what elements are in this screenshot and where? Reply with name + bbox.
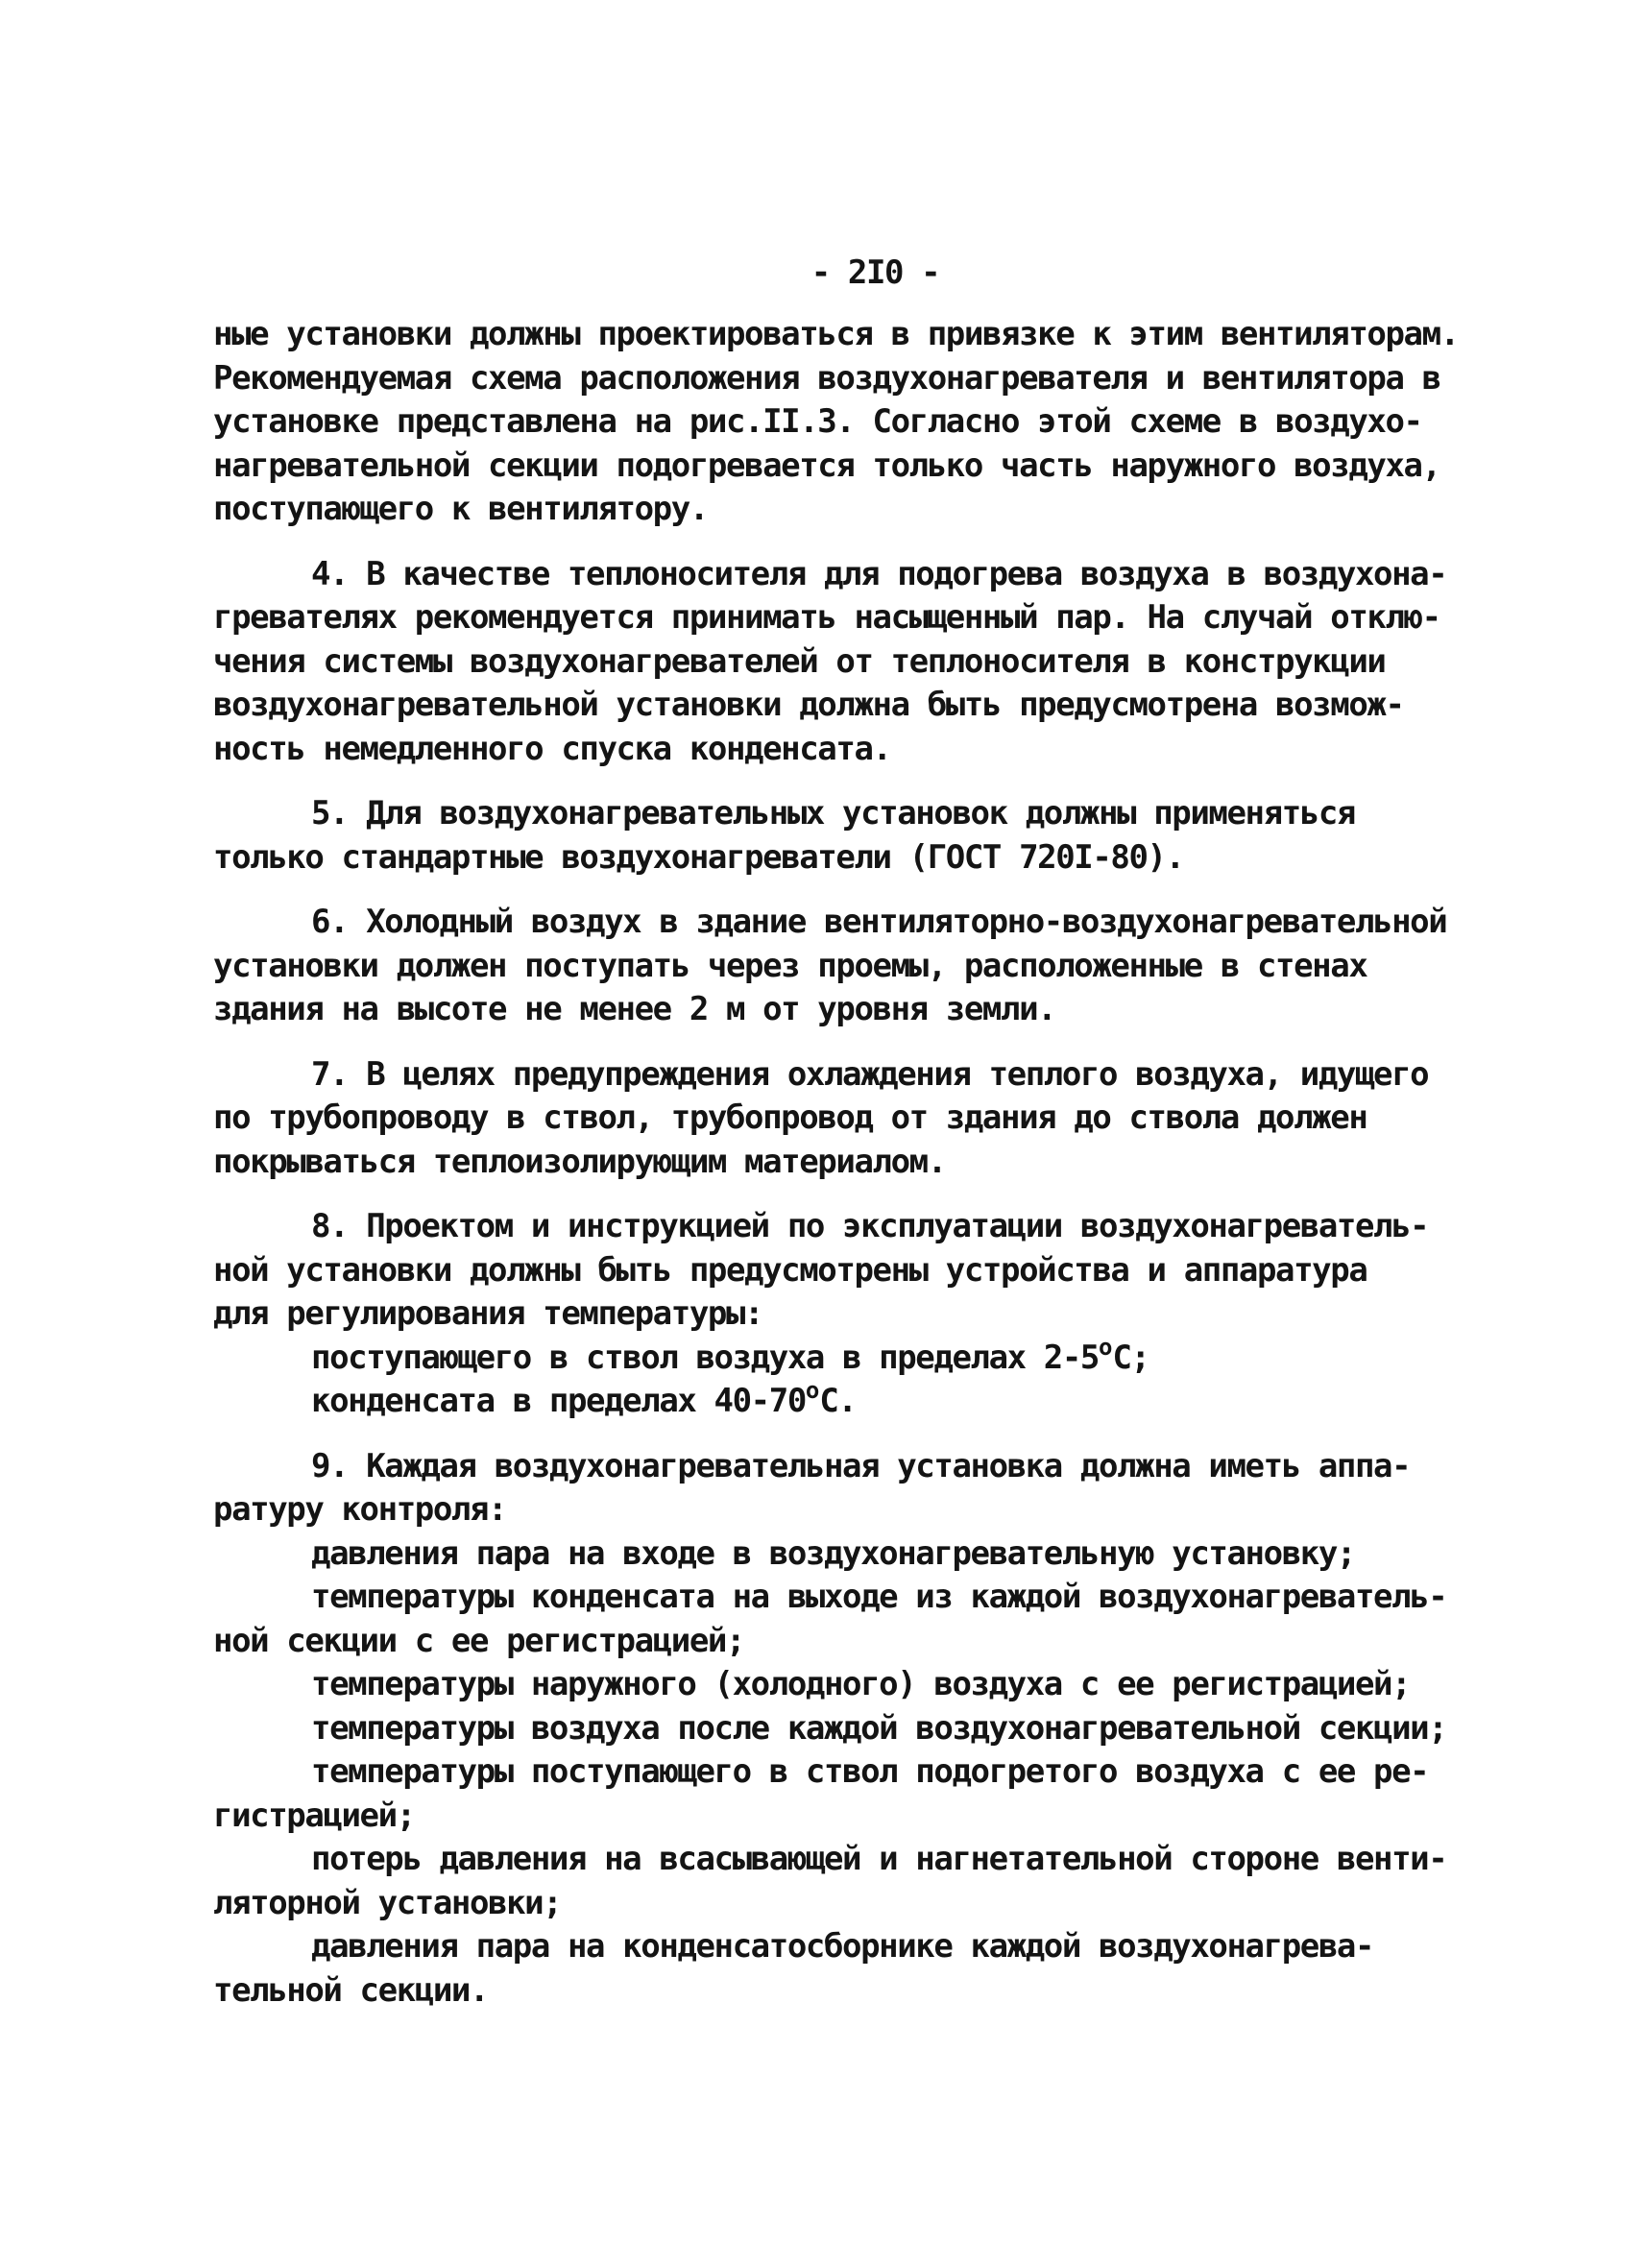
text-line: 7. В целях предупреждения охлаждения теплого воздуха, идущего	[311, 1054, 1429, 1094]
text-line: 9. Каждая воздухонагревательная установка должна иметь аппа-	[311, 1446, 1411, 1485]
text-line: нагревательной секции подогревается только часть наружного воздуха,	[213, 446, 1440, 485]
text-line: здания на высоте не менее 2 м от уровня земли.	[213, 990, 1056, 1028]
body-text	[213, 313, 1462, 2013]
text-line: температуры воздуха после каждой воздухонагревательной секции;	[311, 1708, 1447, 1748]
text-segment-tail: С.	[819, 1382, 857, 1420]
text-line: ной установки должны быть предусмотрены устройства и аппаратура	[213, 1250, 1367, 1290]
text-line: ной секции с ее регистрацией;	[213, 1621, 745, 1660]
text-line: 8. Проектом и инструкцией по эксплуатации воздухонагреватель-	[311, 1207, 1429, 1245]
text-line: 6. Холодный воздух в здание вентиляторно-воздухонагревательной	[311, 903, 1447, 941]
text-line: для регулирования температуры:	[213, 1294, 763, 1333]
text-line: гистрацией;	[213, 1796, 415, 1835]
text-line: температуры поступающего в ствол подогретого воздуха с ее ре-	[311, 1752, 1429, 1791]
text-segment: конденсата в пределах 40-70	[311, 1382, 806, 1420]
page-number: - 2I0 -	[810, 253, 940, 292]
text-line: воздухонагревательной установки должна быть предусмотрена возмож-	[213, 686, 1404, 724]
degree-superscript: о	[805, 1377, 820, 1404]
text-line: поступающего к вентилятору.	[213, 490, 708, 528]
text-line: гревателях рекомендуется принимать насыщенный пар. На случай отклю-	[213, 598, 1440, 637]
degree-superscript: о	[1099, 1333, 1113, 1361]
text-line: потерь давления на всасывающей и нагнетательной стороне венти-	[311, 1840, 1447, 1878]
text-line: 5. Для воздухонагревательных установок должны применяться	[311, 794, 1355, 832]
text-line: по трубопроводу в ствол, трубопровод от здания до ствола должен	[213, 1098, 1367, 1137]
text-line: Рекомендуемая схема расположения воздухонагревателя и вентилятора в	[213, 358, 1440, 398]
text-line: 4. В качестве теплоносителя для подогрева воздуха в воздухона-	[311, 554, 1447, 593]
text-line: чения системы воздухонагревателей от теплоносителя в конструкции	[213, 641, 1386, 681]
text-segment-tail: С;	[1112, 1338, 1149, 1377]
text-line: ность немедленного спуска конденсата.	[213, 729, 891, 768]
text-line: ратуру контроля:	[213, 1490, 507, 1529]
text-line: только стандартные воздухонагреватели (ГОСТ 720I-80).	[213, 837, 1184, 877]
text-line: давления пара на конденсатосборнике каждой воздухонагрева-	[311, 1927, 1374, 1966]
text-line: покрываться теплоизолирующим материалом.	[213, 1142, 946, 1181]
text-line: установке представлена на рис.II.3. Согласно этой схеме в воздухо-	[213, 402, 1422, 441]
text-line	[213, 1377, 1462, 1424]
text-line	[213, 1333, 1462, 1381]
text-line: давления пара на входе в воздухонагревательную установку;	[311, 1533, 1355, 1573]
text-line: температуры наружного (холодного) воздуха с ее регистрацией;	[311, 1665, 1411, 1703]
text-line: ные установки должны проектироваться в привязке к этим вентиляторам.	[213, 315, 1459, 353]
text-segment: поступающего в ствол воздуха в пределах 2-5	[311, 1338, 1099, 1377]
text-line: тельной секции.	[213, 1970, 489, 2010]
text-line: ляторной установки;	[213, 1883, 562, 1922]
text-line: установки должен поступать через проемы, расположенные в стенах	[213, 946, 1367, 985]
text-line: температуры конденсата на выходе из каждой воздухонагреватель-	[311, 1578, 1447, 1616]
